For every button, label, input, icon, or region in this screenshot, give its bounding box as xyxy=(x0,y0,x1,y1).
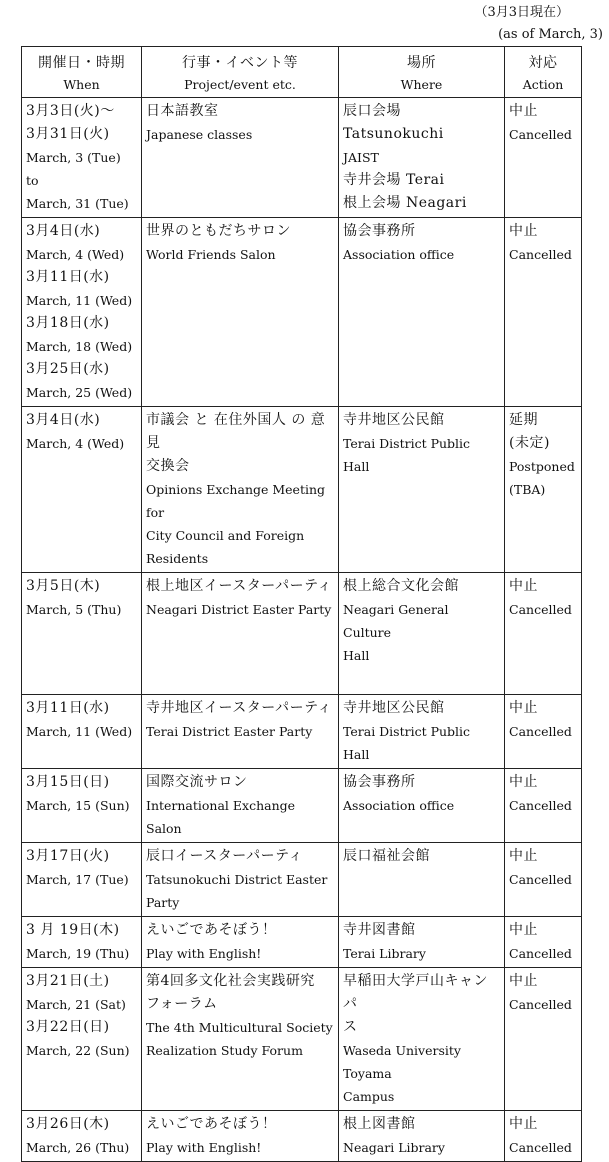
cell-action xyxy=(505,1111,582,1162)
cell-line: March, 4 (Wed) xyxy=(26,436,125,451)
cell-line: 3月21日(土) xyxy=(26,973,110,989)
cell-line: International Exchange Salon xyxy=(146,798,296,836)
cell-line: 寺井地区公民館 xyxy=(343,700,445,716)
cell-action xyxy=(505,968,582,1111)
cell-line: 交換会 xyxy=(146,458,190,474)
table-row xyxy=(22,843,582,917)
cell-line: Cancelled xyxy=(509,872,572,887)
cell-line: March, 11 (Wed) xyxy=(26,293,133,308)
cell-event xyxy=(142,843,339,917)
cell-action xyxy=(505,769,582,843)
cell-line: Tatsunokuchi District Easter xyxy=(146,872,328,887)
cell-line: 中止 xyxy=(509,774,538,790)
cell-line: えいごであそぼう！ xyxy=(146,922,277,938)
cell-line: フォーラム xyxy=(146,996,218,1012)
cell-line: 寺井地区イースターパーティ xyxy=(146,700,332,716)
cell-where xyxy=(339,695,505,769)
cell-line: Party xyxy=(146,895,180,910)
cell-line: Association office xyxy=(343,798,455,813)
cell-line: Neagari Library xyxy=(343,1140,445,1155)
cell-line: Terai District Easter Party xyxy=(146,724,313,739)
cell-line: 日本語教室 xyxy=(146,103,219,119)
cell-line: Opinions Exchange Meeting for xyxy=(146,482,326,520)
cell-when xyxy=(22,1111,142,1162)
cell-when xyxy=(22,843,142,917)
cell-line: (TBA) xyxy=(509,482,546,497)
cell-line: Play with English! xyxy=(146,946,262,961)
as-of-date xyxy=(474,4,603,42)
cell-line: 中止 xyxy=(509,578,538,594)
cell-line: 3月15日(日) xyxy=(26,774,110,790)
cell-line: 寺井地区公民館 xyxy=(343,412,445,428)
cell-where xyxy=(339,218,505,407)
cell-line: 3月4日(水) xyxy=(26,223,101,239)
cell-line: March, 11 (Wed) xyxy=(26,724,133,739)
cell-line: 3月11日(水) xyxy=(26,269,110,285)
header-where: 場所 Where xyxy=(339,47,505,98)
cell-line: March, 21 (Sat) xyxy=(26,997,126,1012)
table-row xyxy=(22,695,582,769)
cell-line: JAIST xyxy=(343,150,379,165)
cell-action xyxy=(505,843,582,917)
cell-line: 3月26日(木) xyxy=(26,1116,110,1132)
cell-action xyxy=(505,218,582,407)
cell-line: (未定) xyxy=(509,435,550,451)
cell-line: Cancelled xyxy=(509,1140,572,1155)
cell-event xyxy=(142,98,339,218)
cell-line: Realization Study Forum xyxy=(146,1043,303,1058)
cell-line: World Friends Salon xyxy=(146,247,276,262)
table-row xyxy=(22,769,582,843)
cell-line: March, 22 (Sun) xyxy=(26,1043,130,1058)
cell-event xyxy=(142,407,339,573)
cell-line: 根上会場 Neagari xyxy=(343,195,467,211)
cell-line: Cancelled xyxy=(509,247,572,262)
cell-where xyxy=(339,843,505,917)
cell-line: Neagari District Easter Party xyxy=(146,602,332,617)
cell-line: Terai District Public Hall xyxy=(343,724,471,762)
header-action: 対応 Action xyxy=(505,47,582,98)
cell-line: 延期 xyxy=(509,412,538,428)
cell-line: 中止 xyxy=(509,103,538,119)
cell-line: City Council and Foreign xyxy=(146,528,305,543)
event-schedule-table xyxy=(21,46,582,1162)
cell-line: 3月31日(火) xyxy=(26,126,110,142)
as-of-date-jp: （3月3日現在） xyxy=(474,5,569,20)
cell-event xyxy=(142,695,339,769)
cell-event xyxy=(142,573,339,695)
cell-line: 辰口会場 Tatsunokuchi xyxy=(343,103,444,142)
cell-line: 中止 xyxy=(509,848,538,864)
cell-line: March, 31 (Tue) xyxy=(26,196,129,211)
cell-line: 中止 xyxy=(509,922,538,938)
cell-line: えいごであそぼう！ xyxy=(146,1116,277,1132)
cell-line: 3月4日(水) xyxy=(26,412,101,428)
cell-line: March, 25 (Wed) xyxy=(26,385,133,400)
as-of-date-en: (as of March, 3) xyxy=(498,27,603,42)
cell-line: Cancelled xyxy=(509,997,572,1012)
table-row xyxy=(22,98,582,218)
header-event: 行事・イベント等 Project/event etc. xyxy=(142,47,339,98)
cell-line: 3月11日(水) xyxy=(26,700,110,716)
table-header-row xyxy=(22,47,582,98)
cell-line: Waseda University Toyama xyxy=(343,1043,461,1081)
cell-line: Cancelled xyxy=(509,602,572,617)
cell-line: 寺井会場 Terai xyxy=(343,172,445,188)
cell-line: 3月5日(木) xyxy=(26,578,101,594)
cell-where xyxy=(339,1111,505,1162)
cell-line: Japanese classes xyxy=(146,127,253,142)
cell-when xyxy=(22,407,142,573)
cell-line: 中止 xyxy=(509,1116,538,1132)
cell-line: 3月25日(水) xyxy=(26,361,110,377)
cell-line: 協会事務所 xyxy=(343,223,416,239)
cell-line: 中止 xyxy=(509,973,538,989)
cell-when xyxy=(22,218,142,407)
cell-line: March, 3 (Tue) to xyxy=(26,150,121,188)
cell-when xyxy=(22,573,142,695)
cell-action xyxy=(505,695,582,769)
table-row xyxy=(22,407,582,573)
cell-where xyxy=(339,98,505,218)
cell-when xyxy=(22,769,142,843)
cell-line: 3月3日(火)～ xyxy=(26,103,115,119)
cell-line: March, 4 (Wed) xyxy=(26,247,125,262)
cell-line: Cancelled xyxy=(509,127,572,142)
cell-line: 根上地区イースターパーティ xyxy=(146,578,332,594)
table-row xyxy=(22,218,582,407)
cell-line: 根上図書館 xyxy=(343,1116,416,1132)
cell-line: 3月17日(火) xyxy=(26,848,110,864)
cell-where xyxy=(339,769,505,843)
cell-line: March, 26 (Thu) xyxy=(26,1140,130,1155)
cell-line: March, 15 (Sun) xyxy=(26,798,130,813)
cell-line: March, 18 (Wed) xyxy=(26,339,133,354)
cell-where xyxy=(339,968,505,1111)
cell-line: 市議会 と 在住外国人 の 意見 xyxy=(146,412,326,451)
cell-where xyxy=(339,573,505,695)
cell-action xyxy=(505,573,582,695)
cell-line: 協会事務所 xyxy=(343,774,416,790)
cell-line: Hall xyxy=(343,648,370,663)
cell-line: Play with English! xyxy=(146,1140,262,1155)
cell-line: 寺井図書館 xyxy=(343,922,416,938)
cell-line: 辰口イースターパーティ xyxy=(146,848,303,864)
cell-when xyxy=(22,968,142,1111)
cell-line: 早稲田大学戸山キャンパ xyxy=(343,973,488,1012)
cell-line: March, 19 (Thu) xyxy=(26,946,130,961)
cell-action xyxy=(505,98,582,218)
cell-line: 第4回多文化社会実践研究 xyxy=(146,973,315,989)
cell-line: Campus xyxy=(343,1089,395,1104)
cell-line: Neagari General Culture xyxy=(343,602,449,640)
cell-when xyxy=(22,98,142,218)
cell-line: March, 5 (Thu) xyxy=(26,602,122,617)
cell-line: March, 17 (Tue) xyxy=(26,872,129,887)
cell-line: The 4th Multicultural Society xyxy=(146,1020,333,1035)
table-row xyxy=(22,968,582,1111)
cell-line: 世界のともだちサロン xyxy=(146,223,291,239)
table-row xyxy=(22,1111,582,1162)
cell-line: 中止 xyxy=(509,223,538,239)
cell-line: Residents xyxy=(146,551,209,566)
cell-line: 根上総合文化会館 xyxy=(343,578,459,594)
cell-line: ス xyxy=(343,1019,358,1035)
cell-event xyxy=(142,218,339,407)
cell-line: Cancelled xyxy=(509,798,572,813)
cell-line: Terai Library xyxy=(343,946,426,961)
cell-event xyxy=(142,1111,339,1162)
cell-line: 辰口福祉会館 xyxy=(343,848,430,864)
cell-line: Cancelled xyxy=(509,946,572,961)
cell-event xyxy=(142,968,339,1111)
cell-line: 国際交流サロン xyxy=(146,774,248,790)
cell-action xyxy=(505,407,582,573)
table-row xyxy=(22,573,582,695)
cell-line: 3月22日(日) xyxy=(26,1019,110,1035)
cell-line: Postponed xyxy=(509,459,575,474)
cell-line: 中止 xyxy=(509,700,538,716)
cell-event xyxy=(142,769,339,843)
cell-line: 3 月 19日(木) xyxy=(26,922,120,938)
cell-where xyxy=(339,407,505,573)
cell-line: 3月18日(水) xyxy=(26,315,110,331)
cell-line: Terai District Public Hall xyxy=(343,436,471,474)
cell-line: Cancelled xyxy=(509,724,572,739)
cell-when xyxy=(22,695,142,769)
header-when: 開催日・時期 When xyxy=(22,47,142,98)
cell-line: Association office xyxy=(343,247,455,262)
